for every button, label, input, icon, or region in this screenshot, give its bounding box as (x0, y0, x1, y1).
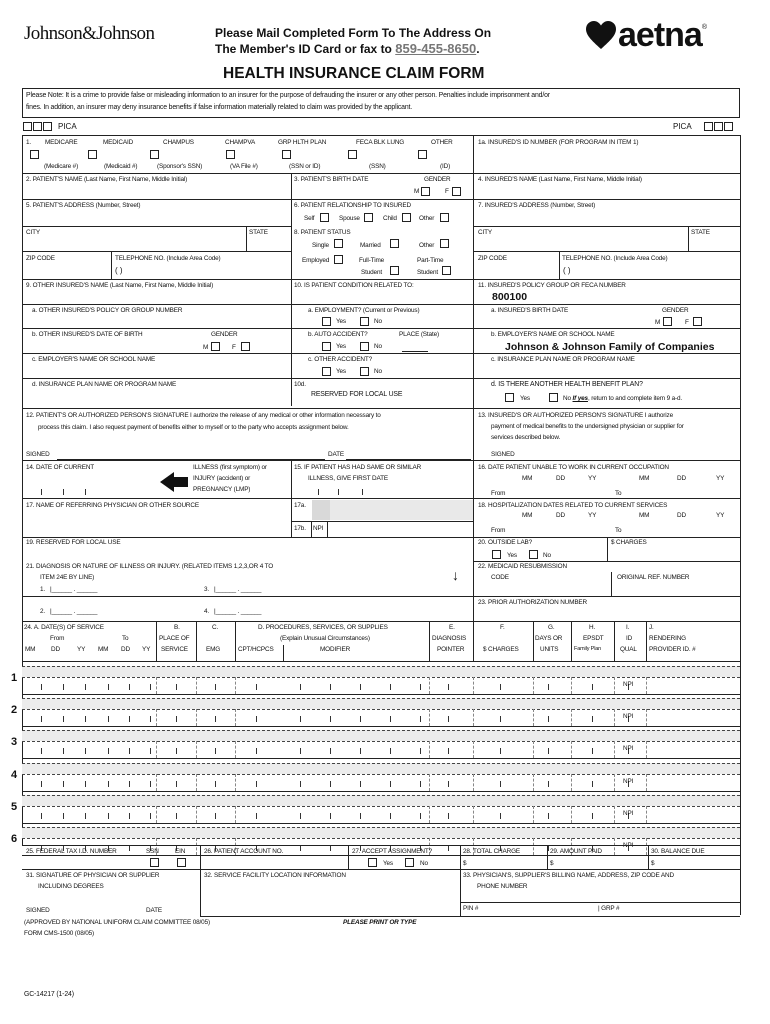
other-plan-yes-checkbox[interactable] (505, 393, 514, 402)
box3-m: M (414, 188, 420, 195)
box28-dollar: $ (463, 860, 467, 867)
service-line-npi: NPI (623, 681, 634, 688)
box11a-m: M (655, 319, 661, 326)
box10a-label: a. EMPLOYMENT? (Current or Previous) (308, 307, 420, 314)
outside-lab-no: No (543, 552, 551, 559)
parttime-checkbox[interactable] (442, 266, 451, 275)
box24a-dd1: DD (51, 646, 60, 653)
box24a-from: From (50, 635, 65, 642)
grp-label: GRP HLTH PLAN (278, 139, 327, 146)
box4-label: 4. INSURED'S NAME (Last Name, First Name, Middle Initial) (478, 176, 642, 183)
box3-f: F (445, 188, 449, 195)
box8-single: Single (312, 242, 329, 249)
box7-zip: ZIP CODE (478, 255, 507, 262)
pica-left-label: PICA (58, 122, 77, 131)
form-title: HEALTH INSURANCE CLAIM FORM (223, 65, 485, 82)
box27-label: 27. ACCEPT ASSIGNMENT? (352, 848, 433, 855)
box24a-to: To (122, 635, 129, 642)
box16-yy1: YY (588, 475, 597, 482)
box16-dd2: DD (677, 475, 686, 482)
insured-address-input[interactable] (478, 212, 736, 224)
box8-parttime: Part-Time (417, 257, 444, 264)
employer-value[interactable]: Johnson & Johnson Family of Companies (505, 341, 715, 353)
box24h-label: H. (589, 624, 596, 631)
box24i-l1: ID (626, 635, 633, 642)
box16-from: From (491, 490, 506, 497)
box9b-gender: GENDER (211, 331, 238, 338)
box11a-f: F (685, 319, 689, 326)
box11c-label: c. INSURANCE PLAN NAME OR PROGRAM NAME (491, 356, 635, 363)
box17b-label: 17b. (294, 525, 306, 532)
box30-label: 30. BALANCE DUE (651, 848, 705, 855)
feca-sub: (SSN) (369, 163, 386, 170)
box18-from: From (491, 527, 506, 534)
box31-signed: SIGNED (26, 907, 50, 914)
box24h-l1: EPSDT (583, 635, 604, 642)
diag-2: 2. (40, 608, 46, 615)
mail-instruction-line2: The Member's ID Card or fax to 859-455-8650. (215, 41, 480, 56)
box3-label: 3. PATIENT'S BIRTH DATE (294, 176, 369, 183)
box11a-gender: GENDER (662, 307, 689, 314)
ssn-checkbox[interactable] (150, 858, 159, 867)
box17-label: 17. NAME OF REFERRING PHYSICIAN OR OTHER SOURCE (26, 502, 199, 509)
box7-phone: TELEPHONE NO. (Include Area Code) (562, 255, 668, 262)
box24i-label: I. (626, 624, 630, 631)
box13-l3: services described below. (491, 434, 561, 441)
other-plan-no-checkbox[interactable] (549, 393, 558, 402)
box18-to: To (615, 527, 622, 534)
box11d-no-line: No If yes, return to and complete item 9 a-d. (563, 395, 683, 402)
box22-label: 22. MEDICAID RESUBMISSION (478, 563, 567, 570)
box18-yy1: YY (588, 512, 597, 519)
box24b-l1: PLACE OF (159, 635, 190, 642)
box22-code: CODE (491, 574, 509, 581)
box20-charges: $ CHARGES (611, 539, 647, 546)
patient-female-checkbox[interactable] (452, 187, 461, 196)
box8-fulltime: Full-Time (359, 257, 385, 264)
box11b-label: b. EMPLOYER'S NAME OR SCHOOL NAME (491, 331, 615, 338)
box9d-label: d. INSURANCE PLAN NAME OR PROGRAM NAME (32, 381, 177, 388)
box6-spouse: Spouse (339, 215, 360, 222)
box25-label: 25. FEDERAL TAX I.D. NUMBER (26, 848, 117, 855)
box24g-l2: UNITS (540, 646, 559, 653)
box25-ssn: SSN (146, 848, 159, 855)
box10c-label: c. OTHER ACCIDENT? (308, 356, 373, 363)
box26-label: 26. PATIENT ACCOUNT NO. (204, 848, 284, 855)
medicare-label: MEDICARE (45, 139, 78, 146)
zip-label: ZIP CODE (26, 255, 55, 262)
box8-student2: Student (417, 269, 438, 276)
box30-dollar: $ (651, 860, 655, 867)
service-line-shaded (22, 666, 740, 677)
box18-dd1: DD (556, 512, 565, 519)
box24a-dd2: DD (121, 646, 130, 653)
diag-4: 4. (204, 608, 210, 615)
box25-ein: EIN (175, 848, 186, 855)
pica-right-boxes[interactable] (704, 122, 733, 131)
accept-no: No (420, 860, 428, 867)
champus-checkbox[interactable] (150, 150, 159, 159)
footer-approved: (APPROVED BY NATIONAL UNIFORM CLAIM COMMITTEE 08/05) (24, 919, 210, 926)
box6-self: Self (304, 215, 315, 222)
service-line-npi: NPI (623, 713, 634, 720)
box33-l2: PHONE NUMBER (477, 883, 528, 890)
married-checkbox[interactable] (390, 239, 399, 248)
child-checkbox[interactable] (402, 213, 411, 222)
box13-l2: payment of medical benefits to the undersigned physician or supplier for (491, 423, 684, 430)
box8-other: Other (419, 242, 435, 249)
box12-date: DATE (328, 451, 344, 458)
box32-label: 32. SERVICE FACILITY LOCATION INFORMATION (204, 872, 346, 879)
medicaid-checkbox[interactable] (88, 150, 97, 159)
arrow-down-icon: ↓ (452, 567, 459, 583)
box24a-yy1: YY (77, 646, 86, 653)
medicare-checkbox[interactable] (30, 150, 39, 159)
box16-dd1: DD (556, 475, 565, 482)
champus-label: CHAMPUS (163, 139, 194, 146)
service-line-number: 3 (11, 736, 18, 748)
single-checkbox[interactable] (334, 239, 343, 248)
patient-name-input[interactable] (26, 186, 288, 198)
box9a-label: a. OTHER INSURED'S POLICY OR GROUP NUMBER (32, 307, 183, 314)
diag-3: 3. (204, 586, 210, 593)
box21-l2: ITEM 24E BY LINE) (40, 574, 95, 581)
box23-label: 23. PRIOR AUTHORIZATION NUMBER (478, 599, 588, 606)
insured-name-input[interactable] (478, 186, 736, 198)
box8-employed: Employed (302, 257, 330, 264)
phone-label: TELEPHONE NO. (Include Area Code) (115, 255, 221, 262)
box6-child: Child (383, 215, 397, 222)
box6-label: 6. PATIENT RELATIONSHIP TO INSURED (294, 202, 411, 209)
ein-checkbox[interactable] (177, 858, 186, 867)
box24f-charges: $ CHARGES (483, 646, 519, 653)
box18-mm1: MM (522, 512, 533, 519)
service-line-number: 1 (11, 672, 18, 684)
auto-no: No (374, 343, 382, 350)
other-male-checkbox[interactable] (211, 342, 220, 351)
box10b-place: PLACE (State) (399, 331, 439, 338)
box29-label: 29. AMOUNT PAID (550, 848, 602, 855)
box24c-label: C. (212, 624, 219, 631)
other-accident-yes-checkbox[interactable] (322, 367, 331, 376)
box24j-l1: RENDERING (649, 635, 686, 642)
box8-married: Married (360, 242, 381, 249)
service-line-number: 4 (11, 769, 18, 781)
other-label: OTHER (431, 139, 453, 146)
diag-1: 1. (40, 586, 46, 593)
box31-date: DATE (146, 907, 162, 914)
mail-instruction-line1: Please Mail Completed Form To The Address On (215, 26, 492, 40)
box10b-label: b. AUTO ACCIDENT? (308, 331, 368, 338)
fax-number-link[interactable]: 859-455-8650 (395, 41, 477, 56)
service-line-shaded (22, 763, 740, 774)
box13-signed: SIGNED (491, 451, 515, 458)
box13-label: 13. INSURED'S OR AUTHORIZED PERSON'S SIGNATURE I authorize (478, 412, 673, 419)
auto-no-checkbox[interactable] (360, 342, 369, 351)
box17a-label: 17a. (294, 502, 306, 509)
service-line-npi: NPI (623, 810, 634, 817)
box11d-label: d. IS THERE ANOTHER HEALTH BENEFIT PLAN? (491, 381, 643, 388)
box24a-mm1: MM (25, 646, 36, 653)
grp-checkbox[interactable] (282, 150, 291, 159)
box9b-m: M (203, 344, 209, 351)
box17b-npi: NPI (313, 525, 324, 532)
box11-label: 11. INSURED'S POLICY GROUP OR FECA NUMBER (478, 282, 626, 289)
box33-grp: | GRP # (598, 905, 620, 912)
other-accident-no: No (374, 368, 382, 375)
box18-yy2: YY (716, 512, 725, 519)
box33-label: 33. PHYSICIAN'S, SUPPLIER'S BILLING NAME, ADDRESS, ZIP CODE AND (463, 872, 674, 879)
box6-other: Other (419, 215, 435, 222)
box24j-label: J. (649, 624, 654, 631)
heart-icon (585, 20, 617, 50)
box12-signed: SIGNED (26, 451, 50, 458)
employment-yes-checkbox[interactable] (322, 317, 331, 326)
box15-label: 15. IF PATIENT HAS HAD SAME OR SIMILAR (294, 464, 422, 471)
other-sub: (ID) (440, 163, 451, 170)
box24e-l2: POINTER (437, 646, 465, 653)
medicaid-sub: (Medicaid #) (104, 163, 138, 170)
box31-l2: INCLUDING DEGREES (38, 883, 104, 890)
box5-label: 5. PATIENT'S ADDRESS (Number, Street) (26, 202, 141, 209)
box24d-modifier: MODIFIER (320, 646, 351, 653)
accept-yes-checkbox[interactable] (368, 858, 377, 867)
accept-no-checkbox[interactable] (405, 858, 414, 867)
other-female-checkbox[interactable] (241, 342, 250, 351)
box24a-mm2: MM (98, 646, 109, 653)
box14-r2: INJURY (accident) or (193, 475, 251, 482)
box9b-label: b. OTHER INSURED'S DATE OF BIRTH (32, 331, 143, 338)
box22-orig: ORIGINAL REF. NUMBER (617, 574, 690, 581)
phone-parens: ( ) (115, 266, 123, 275)
box24d-label: D. PROCEDURES, SERVICES, OR SUPPLIES (258, 624, 388, 631)
employment-no-checkbox[interactable] (360, 317, 369, 326)
box24j-l2: PROVIDER ID. # (649, 646, 696, 653)
box9b-f: F (232, 344, 236, 351)
service-line-shaded (22, 698, 740, 709)
box8-label: 8. PATIENT STATUS (294, 229, 351, 236)
patient-male-checkbox[interactable] (421, 187, 430, 196)
other-accident-yes: Yes (336, 368, 346, 375)
box29-dollar: $ (550, 860, 554, 867)
state-label: STATE (249, 229, 268, 236)
box24f-label: F. (500, 624, 505, 631)
employed-checkbox[interactable] (334, 255, 343, 264)
claim-form-page: Johnson&Johnson Please Mail Completed Form To The Address On The Member's ID Card or fax to 859-455-8650. aetna ® HEALTH INSURANCE CLAIM FORM Please Note: It is a crime to provide false or misleading information to an insurer for the purpose of defrauding the insurer or any other person. Penalties include imprisonment and/or fines. In addition, an insurer may deny insurance benefits if false information materially related to claim was provided by the applicant. PICA PICA 1. MEDICARE MEDICAID CHAMPUS CHAMPVA GRP HLTH PLAN FECA BLK LUNG OTHER (Medicare #) (Medicaid #) (Sponsor's SSN) (VA File #) (SSN or ID) (SSN) (ID) 1a. INSURED'S ID NUMBER (FOR PROGRAM IN ITEM 1) 2. PATIENT'S NAME (Last Name, First Name, Middle Initial) 3. PATIENT'S BIRTH DATE GENDER M F 4. INSURED'S NAME (Last Name, First Name, Middle Initial) 5. PATIENT'S ADDRESS (Number, Street) 6. PATIENT RELATIONSHIP TO INSURED Self Spouse Child Other 7. INSURED'S ADDRESS (Number, Street) CITY STATE 8. PATIENT STATUS Single Married Other CITY STATE ZIP CODE TELEPHONE NO. (Include Area Code) ( ) Employed Full-Time Student Part-Time Student ZIP CODE TELEPHONE NO. (Include Area Code) ( ) 9. OTHER INSURED'S NAME (Last Name, First Name, Middle Initial) 10. IS PATIENT CONDITION RELATED TO: 11. INSURED'S POLICY GROUP OR FECA NUMBER 800100 a. OTHER INSURED'S POLICY OR GROUP NUMBER a. EMPLOYMENT? (Current or Previous) Yes No a. INSURED'S BIRTH DATE GENDER M F b. OTHER INSURED'S DATE OF BIRTH GENDER M F b. AUTO ACCIDENT? PLACE (State) Yes No b. EMPLOYER'S NAME OR SCHOOL NAME Johnson & Johnson Family of Companies c. EMPLOYER'S NAME OR SCHOOL NAME c. OTHER ACCIDENT? Yes No c. INSURANCE PLAN NAME OR PROGRAM NAME d. INSURANCE PLAN NAME OR PROGRAM NAME 10d. RESERVED FOR LOCAL USE d. IS THERE ANOTHER HEALTH BENEFIT PLAN? Yes No If yes, return to and complete item 9 a-d. 12. PATIENT'S OR AUTHORIZED PERSON'S SIGNATURE I authorize the release of any medical or other information necessary to process this claim. I also request payment of benefits either to myself or to the party who accepts assignment below. SIGNED DATE 13. INSURED'S OR AUTHORIZED PERSON'S SIGNATURE I authorize payment of medical benefits to the undersigned physician or supplier for services described below. SIGNED 14. DATE OF CURRENT ILLNESS (first symptom) or INJURY (accident) or PREGNANCY (LMP) 15. IF PATIENT HAS HAD SAME OR SIMILAR ILLNESS, GIVE FIRST DATE 16. DATE PATIENT UNABLE TO WORK IN CURRENT OCCUPATION MM DD YY MM DD YY From To 17. NAME OF REFERRING PHYSICIAN OR OTHER SOURCE 17a. 17b. NPI 18. HOSPITALIZATION DATES RELATED TO CURRENT SERVICES MM DD YY MM DD YY From To 19. RESERVED FOR LOCAL USE 20. OUTSIDE LAB? $ CHARGES Yes No 21. DIAGNOSIS OR NATURE OF ILLNESS OR INJURY. (RELATED ITEMS 1,2,3,OR 4 TO ITEM 24E BY LINE) ↓ 1. |______ . ______ 3. |______ . ______ 2. |______ . ______ 4. |______ . ______ 22. MEDICAID RESUBMISSION CODE ORIGINAL REF. NUMBER 23. PRIOR AUTHORIZATION NUMBER 24. A. DATE(S) OF SERVICE From To MM DD YY MM DD YY B. PLACE OF SERVICE C. EMG D. PROCEDURES, SERVICES, OR SUPPLIES (Explain Unusual Circumstances) CPT/HCPCS MODIFIER E. DIAGNOSIS POINTER F. $ CHARGES G. DAYS OR UNITS H. EPSDT Family Plan I. ID QUAL J. RENDERING PROVIDER ID. # 1 NPI 2 NPI 3 NPI 4 NPI 5 NPI 6 NPI 25. FEDERAL TAX I.D. NUMBER SSN EIN 26. PATIENT ACCOUNT NO. 27. ACCEPT ASSIGNMENT? Yes No 28. TOTAL CHARGE $ 29. AMOUNT PAID $ 30. BALANCE DUE $ 31. SIGNATURE OF PHYSICIAN OR SUPPLIER INCLUDING DEGREES SIGNED DATE 32. SERVICE FACILITY LOCATION INFORMATION 33. PHYSICIAN'S, SUPPLIER'S BILLING NAME, ADDRESS, ZIP CODE AND PHONE NUMBER PIN # | GRP # (APPROVED BY NATIONAL UNIFORM CLAIM COMMITTEE 08/05) FORM CMS-1500 (08/05) PLEASE PRINT OR TYPE GC-14217 (1-24) (0, 0, 770, 1024)
box24i-l2: QUAL (620, 646, 637, 653)
box10d-reserved: RESERVED FOR LOCAL USE (311, 391, 403, 398)
box33-pin: PIN # (463, 905, 479, 912)
pica-left-boxes[interactable] (23, 122, 52, 131)
insured-male-checkbox[interactable] (663, 317, 672, 326)
box7-label: 7. INSURED'S ADDRESS (Number, Street) (478, 202, 596, 209)
box24b-label: B. (174, 624, 180, 631)
box7-phone-parens: ( ) (563, 266, 571, 275)
box16-yy2: YY (716, 475, 725, 482)
box24c-emg: EMG (206, 646, 221, 653)
fulltime-checkbox[interactable] (390, 266, 399, 275)
service-line-npi: NPI (623, 745, 634, 752)
box1a-label: 1a. INSURED'S ID NUMBER (FOR PROGRAM IN ITEM 1) (478, 139, 639, 146)
service-line-number: 2 (11, 704, 18, 716)
box18-dd2: DD (677, 512, 686, 519)
box20-label: 20. OUTSIDE LAB? (478, 539, 533, 546)
box3-gender: GENDER (424, 176, 451, 183)
box24h-l2: Family Plan (574, 646, 602, 652)
box24d-l1: (Explain Unusual Circumstances) (280, 635, 370, 642)
employment-yes: Yes (336, 318, 346, 325)
jj-logo: Johnson&Johnson (24, 23, 155, 44)
status-other-checkbox[interactable] (440, 239, 449, 248)
other-plan-yes: Yes (520, 395, 530, 402)
box16-label: 16. DATE PATIENT UNABLE TO WORK IN CURRENT OCCUPATION (478, 464, 669, 471)
box8-student1: Student (361, 269, 382, 276)
self-checkbox[interactable] (320, 213, 329, 222)
policy-number-value[interactable]: 800100 (492, 291, 528, 303)
outside-lab-yes-checkbox[interactable] (492, 550, 501, 559)
box24g-label: G. (548, 624, 555, 631)
champva-checkbox[interactable] (226, 150, 235, 159)
box24a-yy2: YY (142, 646, 151, 653)
box24e-label: E. (449, 624, 455, 631)
service-line-number: 5 (11, 801, 18, 813)
sponsor-sub: (Sponsor's SSN) (157, 163, 203, 170)
aetna-wordmark: aetna (618, 16, 702, 54)
aetna-logo (585, 18, 707, 52)
box21-label: 21. DIAGNOSIS OR NATURE OF ILLNESS OR INJURY. (RELATED ITEMS 1,2,3,OR 4 TO (26, 563, 274, 570)
box10-label: 10. IS PATIENT CONDITION RELATED TO: (294, 282, 414, 289)
box24g-l1: DAYS OR (535, 635, 563, 642)
box7-state: STATE (691, 229, 710, 236)
pica-right-label: PICA (673, 122, 692, 131)
box14-label: 14. DATE OF CURRENT (26, 464, 95, 471)
city-label: CITY (26, 229, 40, 236)
auto-yes-checkbox[interactable] (322, 342, 331, 351)
fraud-note-line1: Please Note: It is a crime to provide false or misleading information to an insurer for the purpose of defrauding the insurer or any other person. Penalties include imprisonment and/or (26, 92, 550, 99)
box16-mm1: MM (522, 475, 533, 482)
arrow-left-icon (160, 472, 188, 492)
footer-code: GC-14217 (1-24) (24, 991, 74, 998)
box24e-l1: DIAGNOSIS (432, 635, 467, 642)
box24b-l2: SERVICE (161, 646, 188, 653)
fraud-note-line2: fines. In addition, an insurer may deny insurance benefits if false information materially related to claim was provided by the applicant. (26, 104, 413, 111)
footer-print: PLEASE PRINT OR TYPE (343, 919, 417, 926)
service-line-number: 6 (11, 833, 18, 845)
outside-lab-yes: Yes (507, 552, 517, 559)
box18-label: 18. HOSPITALIZATION DATES RELATED TO CURRENT SERVICES (478, 502, 668, 509)
box14-r3: PREGNANCY (LMP) (193, 486, 251, 493)
accept-yes: Yes (383, 860, 393, 867)
insured-id-input[interactable] (478, 152, 736, 170)
auto-yes: Yes (336, 343, 346, 350)
box16-mm2: MM (639, 475, 650, 482)
champva-label: CHAMPVA (225, 139, 256, 146)
service-line-npi: NPI (623, 778, 634, 785)
box14-r1: ILLNESS (first symptom) or (193, 464, 267, 471)
employment-no: No (374, 318, 382, 325)
box10d-label: 10d. (294, 381, 306, 388)
spouse-checkbox[interactable] (364, 213, 373, 222)
patient-address-input[interactable] (26, 212, 288, 224)
box7-city: CITY (478, 229, 492, 236)
relation-other-checkbox[interactable] (440, 213, 449, 222)
box12-label: 12. PATIENT'S OR AUTHORIZED PERSON'S SIGNATURE I authorize the release of any medical or other information necessary to (26, 412, 381, 419)
medicare-sub: (Medicare #) (44, 163, 79, 170)
medicaid-label: MEDICAID (103, 139, 134, 146)
insured-female-checkbox[interactable] (693, 317, 702, 326)
other-checkbox[interactable] (418, 150, 427, 159)
box24a-label: 24. A. DATE(S) OF SERVICE (24, 624, 104, 631)
box2-label: 2. PATIENT'S NAME (Last Name, First Name, Middle Initial) (26, 176, 188, 183)
va-sub: (VA File #) (230, 163, 258, 170)
outside-lab-no-checkbox[interactable] (529, 550, 538, 559)
box9c-label: c. EMPLOYER'S NAME OR SCHOOL NAME (32, 356, 156, 363)
service-line-shaded (22, 730, 740, 741)
registered-mark: ® (701, 24, 707, 31)
box9-label: 9. OTHER INSURED'S NAME (Last Name, First Name, Middle Initial) (26, 282, 214, 289)
other-accident-no-checkbox[interactable] (360, 367, 369, 376)
feca-label: FECA BLK LUNG (356, 139, 405, 146)
service-line-npi: NPI (623, 842, 634, 849)
box31-label: 31. SIGNATURE OF PHYSICIAN OR SUPPLIER (26, 872, 160, 879)
footer-form: FORM CMS-1500 (08/05) (24, 930, 95, 937)
box11a-label: a. INSURED'S BIRTH DATE (491, 307, 569, 314)
box24d-cpt: CPT/HCPCS (238, 646, 274, 653)
box1-number: 1. (26, 139, 32, 146)
box19-label: 19. RESERVED FOR LOCAL USE (26, 539, 121, 546)
grp-sub: (SSN or ID) (289, 163, 321, 170)
box16-to: To (615, 490, 622, 497)
service-line-shaded (22, 795, 740, 806)
box12-label2: process this claim. I also request payment of benefits either to myself or to the party who accepts assignment below. (38, 424, 349, 431)
box18-mm2: MM (639, 512, 650, 519)
service-line-shaded (22, 827, 740, 838)
box15-l2: ILLNESS, GIVE FIRST DATE (308, 475, 388, 482)
box28-label: 28. TOTAL CHARGE (463, 848, 521, 855)
feca-checkbox[interactable] (348, 150, 357, 159)
